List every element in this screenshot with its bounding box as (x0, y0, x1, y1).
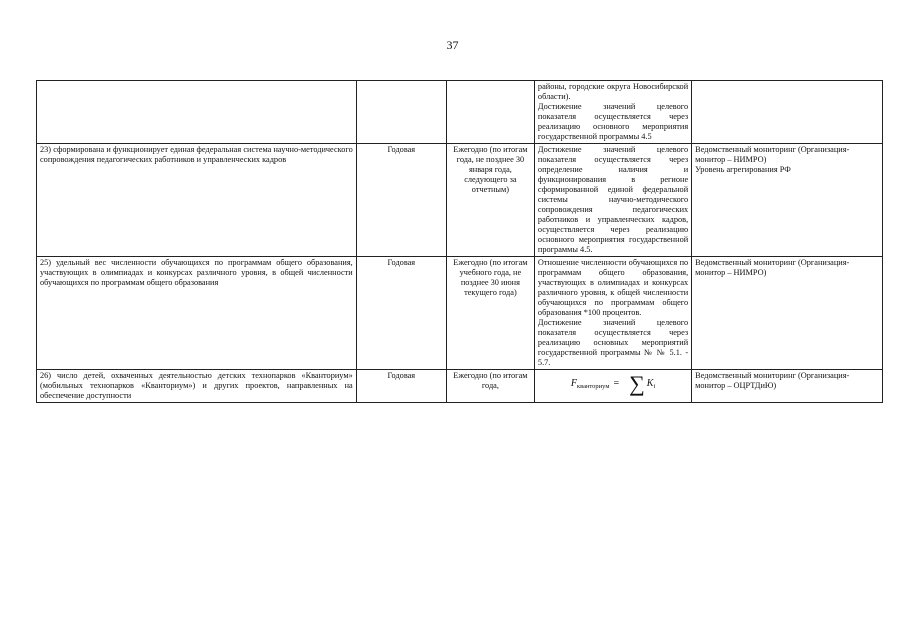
formula-term-subscript: i (653, 383, 656, 390)
periodicity-cell: Годовая (356, 144, 446, 257)
formula (538, 371, 688, 397)
formula-lhs: F (570, 378, 577, 389)
deadline-cell: Ежегодно (по итогам учебного года, не позднее 30 июня текущего года) (446, 257, 534, 370)
formula-lhs-subscript: кванториум (576, 383, 610, 390)
formula-equals: = (613, 378, 620, 389)
method-paragraph: районы, городские округа Новосибирской области). (537, 82, 689, 101)
monitoring-line: Ведомственный мониторинг (Организация-монитор – НИМРО) (695, 258, 850, 277)
deadline-cell (446, 81, 534, 144)
table-row (37, 257, 883, 370)
monitoring-line: Уровень агрегирования РФ (695, 165, 791, 174)
method-paragraph: Достижение значений целевого показателя осуществляется через определение наличия и функционирования в регионе сформированной единой федеральной системы научно-методического сопровождения педагогических работников и управленческих кадров, осуществляется через реализацию основного мероприятия государственной программы 4.5. (537, 145, 689, 254)
indicators-table (36, 80, 883, 403)
table-row (37, 144, 883, 257)
method-paragraph: Отношение численности обучающихся по программам общего образования, участвующих в олимпиадах и конкурсах различного уровня, к общей численности обучающихся по программам общего образования *100 процентов. (537, 258, 689, 317)
indicator-cell: 23) сформирована и функционирует единая федеральная система научно-методического сопровождения педагогических работников и управленческих кадров (37, 144, 357, 257)
page-number: 37 (446, 38, 459, 52)
monitoring-cell (692, 144, 883, 257)
monitoring-cell (692, 257, 883, 370)
method-cell (534, 370, 691, 403)
table-row (37, 370, 883, 403)
sum-symbol: ∑ (629, 371, 645, 396)
deadline-cell: Ежегодно (по итогам года, (446, 370, 534, 403)
formula-term: K (646, 378, 654, 389)
deadline-cell: Ежегодно (по итогам года, не позднее 30 января года, следующего за отчетным) (446, 144, 534, 257)
indicator-cell: 25) удельный вес численности обучающихся по программам общего образования, участвующих в олимпиадах и конкурсах различного уровня, в общей численности обучающихся по программам общего образования (37, 257, 357, 370)
monitoring-cell (692, 81, 883, 144)
method-cell (534, 257, 691, 370)
table-row (37, 81, 883, 144)
indicator-cell (37, 81, 357, 144)
periodicity-cell: Годовая (356, 257, 446, 370)
method-paragraph: Достижение значений целевого показателя осуществляется через реализацию основного мероприятия государственной программы 4.5 (537, 102, 689, 141)
periodicity-cell: Годовая (356, 370, 446, 403)
indicator-cell: 26) число детей, охваченных деятельностью детских технопарков «Кванториум» (мобильных технопарков «Кванториум») и других проектов, направленных на обеспечение доступности (37, 370, 357, 403)
periodicity-cell (356, 81, 446, 144)
monitoring-line: Ведомственный мониторинг (Организация-монитор – ОЦРТДиЮ) (695, 371, 850, 390)
monitoring-line: Ведомственный мониторинг (Организация-монитор – НИМРО) (695, 145, 850, 164)
monitoring-cell (692, 370, 883, 403)
method-cell (534, 81, 691, 144)
method-paragraph: Достижение значений целевого показателя осуществляется через реализацию основных мероприятий государственной программы № № 5.1. - 5.7. (537, 318, 689, 367)
method-cell (534, 144, 691, 257)
